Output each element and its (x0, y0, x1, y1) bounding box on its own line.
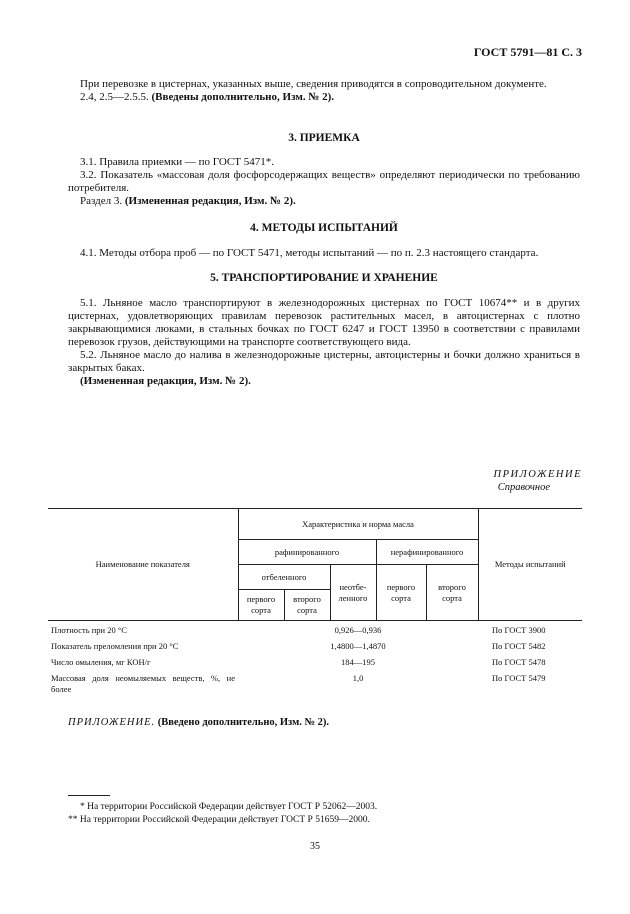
header-unrefined: нерафинированного (376, 540, 478, 565)
row-value: 1,0 (352, 673, 364, 683)
section-5-clause-2: 5.2. Льняное масло до налива в железнодорожные цистерны, автоцистерны и бочки должно храниться в закрытых баках. (68, 349, 580, 374)
footnote-divider (68, 795, 110, 796)
header-unrefined-second-grade: второго сорта (426, 565, 478, 621)
row-value: 184—195 (341, 657, 375, 667)
section-4-title: 4. МЕТОДЫ ИСПЫТАНИЙ (250, 222, 398, 234)
section-3-body (68, 156, 580, 208)
header-bleached-second-grade: второго сорта (284, 590, 330, 621)
row-value: 0,926—0,936 (334, 625, 382, 635)
section-3-amendment-ref: Раздел 3. (80, 195, 125, 207)
section-5-title: 5. ТРАНСПОРТИРОВАНИЕ И ХРАНЕНИЕ (210, 272, 438, 284)
header-unrefined-first-grade: первого сорта (376, 565, 426, 621)
section-3-clause-1: 3.1. Правила приемки — по ГОСТ 5471*. (80, 156, 274, 168)
section-3-amendment-note: (Измененная редакция, Изм. № 2). (124, 195, 296, 207)
table-row (48, 669, 582, 696)
intro-amendment-note: (Введены дополнительно, Изм. № 2). (151, 91, 335, 103)
table-row (48, 621, 582, 638)
appendix-amendment-label: ПРИЛОЖЕНИЕ. (68, 717, 156, 728)
intro-block (68, 78, 580, 104)
page-header: ГОСТ 5791—81 С. 3 (473, 45, 582, 59)
intro-paragraph: При перевозке в цистернах, указанных выше, сведения приводятся в сопроводительном документе. (80, 78, 547, 90)
appendix-title: ПРИЛОЖЕНИЕ (493, 469, 582, 480)
row-method: По ГОСТ 3900 (492, 625, 546, 635)
appendix-amendment-text: (Введено дополнительно, Изм. № 2). (155, 717, 330, 728)
section-3-clause-2: 3.2. Показатель «массовая доля фосфорсодержащих веществ» определяют периодически по требованию потребителя. (68, 169, 580, 194)
header-characteristic: Характеристика и норма масла (238, 509, 478, 540)
row-method: По ГОСТ 5478 (492, 657, 546, 667)
footnote-2: ** На территории Российской Федерации действует ГОСТ Р 51659—2000. (68, 815, 370, 825)
section-4-clause-1: 4.1. Методы отбора проб — по ГОСТ 5471, методы испытаний — по п. 2.3 настоящего стандарта. (80, 247, 539, 259)
intro-amendment-ref: 2.4, 2.5—2.5.5. (80, 91, 152, 103)
header-methods: Методы испытаний (478, 509, 582, 621)
row-indicator-name: Плотность при 20 °С (51, 625, 127, 635)
section-4-body (68, 247, 580, 260)
table-row (48, 637, 582, 653)
intro-amendment (68, 91, 580, 104)
row-indicator-name: Показатель преломления при 20 °С (51, 641, 179, 651)
header-bleached-first-grade: первого сорта (238, 590, 284, 621)
header-bleached: отбеленного (238, 565, 330, 590)
page-number: 35 (310, 841, 320, 852)
appendix-subtitle: Справочное (497, 482, 550, 493)
row-indicator-name: Массовая доля неомыляемых веществ, %, не более (51, 673, 235, 694)
section-3-amendment (68, 195, 580, 208)
section-5-body (68, 297, 580, 388)
appendix-amendment (68, 716, 329, 729)
section-5-clause-1: 5.1. Льняное масло транспортируют в железнодорожных цистернах по ГОСТ 10674** и в других цистернах, удовлетворяющих правилам перевозок растительных масел, в автоцистернах с плотно закрывающимися люками, в стальных бочках по ГОСТ 6247 и ГОСТ 13950 в соответствии с правилами перевозок грузов, действующими на транспорте соответствующего вида. (68, 297, 580, 348)
reference-table (48, 508, 582, 696)
row-method: По ГОСТ 5479 (492, 673, 546, 683)
row-method: По ГОСТ 5482 (492, 641, 546, 651)
footnote-1: * На территории Российской Федерации действует ГОСТ Р 52062—2003. (80, 802, 378, 812)
row-indicator-name: Число омыления, мг КОН/г (51, 657, 151, 667)
section-5-amendment: (Измененная редакция, Изм. № 2). (80, 375, 251, 387)
table-row (48, 653, 582, 669)
section-3-title: 3. ПРИЕМКА (288, 132, 360, 144)
row-value: 1,4800—1,4870 (330, 641, 386, 651)
header-refined: рафинированного (238, 540, 376, 565)
header-unbleached: неотбе- ленного (330, 565, 376, 621)
header-indicator: Наименование показателя (48, 509, 238, 621)
